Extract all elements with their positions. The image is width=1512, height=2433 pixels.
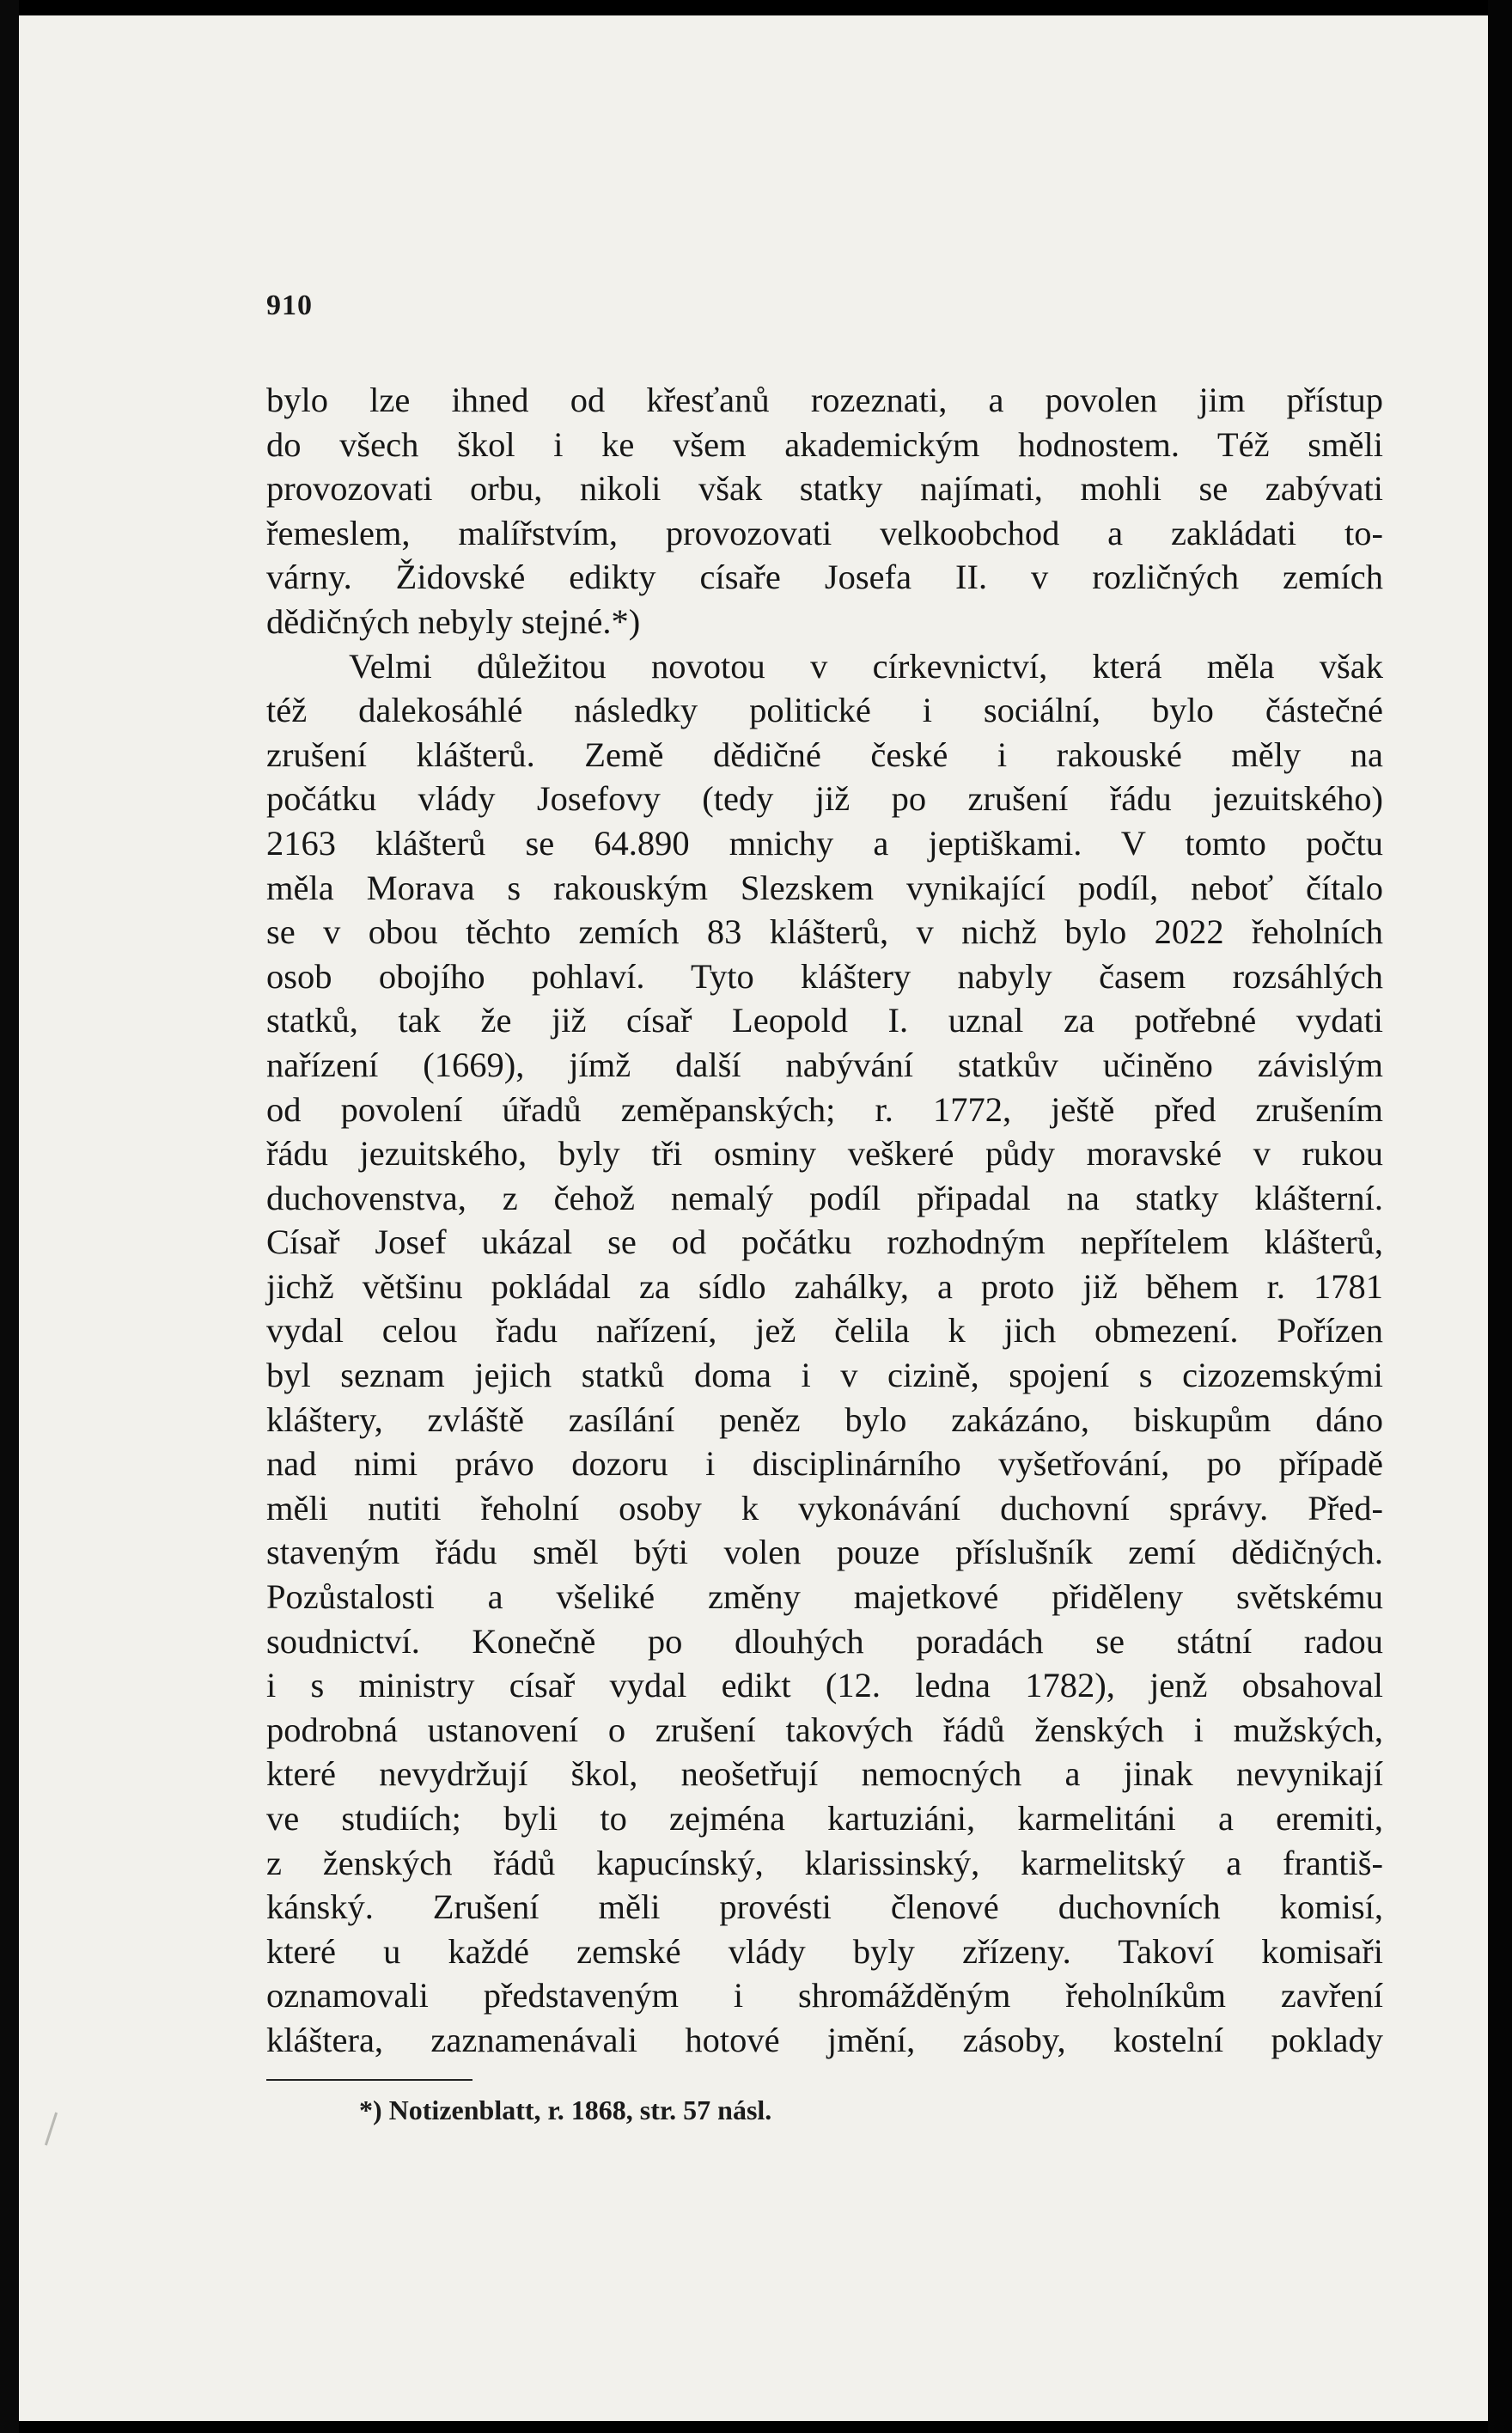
text-line: 2163 klášterů se 64.890 mnichy a jeptiškami. V tomto počtu <box>266 823 1383 863</box>
text-line: řádu jezuitského, byly tři osminy veškeré půdy moravské v rukou <box>266 1134 1383 1174</box>
text-line: z ženských řádů kapucínský, klarissinský, karmelitský a františ- <box>266 1843 1383 1882</box>
text-line: nařízení (1669), jímž další nabývání statkův učiněno závislým <box>266 1045 1383 1084</box>
text-line: kláštery, zvláště zasílání peněz bylo zakázáno, biskupům dáno <box>266 1399 1383 1439</box>
text-line: kláštera, zaznamenávali hotové jmění, zásoby, kostelní poklady <box>266 2020 1383 2059</box>
text-line: od povolení úřadů zeměpanských; r. 1772, ještě před zrušením <box>266 1089 1383 1129</box>
text-line: ve studiích; byli to zejména kartuziáni, karmelitáni a eremiti, <box>266 1799 1383 1838</box>
scan-border-right <box>1488 0 1512 2433</box>
text-line: též dalekosáhlé následky politické i sociální, bylo částečné <box>266 691 1383 730</box>
text-line: vydal celou řadu nařízení, jež čelila k jich obmezení. Pořízen <box>266 1311 1383 1351</box>
text-line: zrušení klášterů. Země dědičné české i rakouské měly na <box>266 735 1383 774</box>
text-line: statků, tak že již císař Leopold I. uznal za potřebné vydati <box>266 1001 1383 1040</box>
text-line: provozovati orbu, nikoli však statky najímati, mohli se zabývati <box>266 469 1383 509</box>
page-number: 910 <box>266 290 313 321</box>
text-line: dědičných nebyly stejné.*) <box>266 601 641 641</box>
text-line: várny. Židovské edikty císaře Josefa II. v rozličných zemích <box>266 558 1383 597</box>
text-line: řemeslem, malířstvím, provozovati velkoobchod a zakládati to- <box>266 513 1383 552</box>
text-line: kánský. Zrušení měli provésti členové duchovních komisí, <box>266 1887 1383 1927</box>
stray-pencil-mark <box>45 2113 58 2146</box>
text-line: Velmi důležitou novotou v církevnictví, která měla však <box>349 646 1383 686</box>
text-line: nad nimi právo dozoru i disciplinárního vyšetřování, po případě <box>266 1444 1383 1484</box>
body-text <box>266 378 1383 2063</box>
text-line: Pozůstalosti a všeliké změny majetkové přiděleny světskému <box>266 1577 1383 1617</box>
text-line: osob obojího pohlaví. Tyto kláštery nabyly časem rozsáhlých <box>266 956 1383 996</box>
text-line: které nevydržují škol, neošetřují nemocných a jinak nevynikají <box>266 1754 1383 1794</box>
text-line: počátku vlády Josefovy (tedy již po zrušení řádu jezuitského) <box>266 779 1383 819</box>
text-line: měli nutiti řeholní osoby k vykonávání duchovní správy. Před- <box>266 1488 1383 1527</box>
text-line: soudnictví. Konečně po dlouhých poradách se státní radou <box>266 1621 1383 1661</box>
footnote-divider <box>266 2079 472 2081</box>
text-line: bylo lze ihned od křesťanů rozeznati, a povolen jim přístup <box>266 381 1383 419</box>
scan-border-left <box>0 0 19 2433</box>
text-line: i s ministry císař vydal edikt (12. ledna 1782), jenž obsahoval <box>266 1666 1383 1705</box>
text-line: se v obou těchto zemích 83 klášterů, v nichž bylo 2022 řeholních <box>266 912 1383 952</box>
text-line: byl seznam jejich statků doma i v cizině, spojení s cizozemskými <box>266 1356 1383 1395</box>
text-line: Císař Josef ukázal se od počátku rozhodným nepřítelem klášterů, <box>266 1223 1383 1262</box>
text-line: duchovenstva, z čehož nemalý podíl připadal na statky klášterní. <box>266 1178 1383 1217</box>
text-line: oznamovali představeným i shromážděným řeholníkům zavření <box>266 1976 1383 2015</box>
text-line: které u každé zemské vlády byly zřízeny. Takoví komisaři <box>266 1931 1383 1971</box>
text-line: podrobná ustanovení o zrušení takových řádů ženských i mužských, <box>266 1710 1383 1749</box>
text-line: staveným řádu směl býti volen pouze příslušník zemí dědičných. <box>266 1533 1383 1572</box>
footnote: *) Notizenblatt, r. 1868, str. 57 násl. <box>359 2095 772 2125</box>
text-line: měla Morava s rakouským Slezskem vynikající podíl, neboť čítalo <box>266 868 1383 907</box>
text-line: jichž většinu pokládal za sídlo zahálky, a proto již během r. 1781 <box>266 1266 1383 1306</box>
text-line: do všech škol i ke všem akademickým hodnostem. Též směli <box>266 424 1383 464</box>
